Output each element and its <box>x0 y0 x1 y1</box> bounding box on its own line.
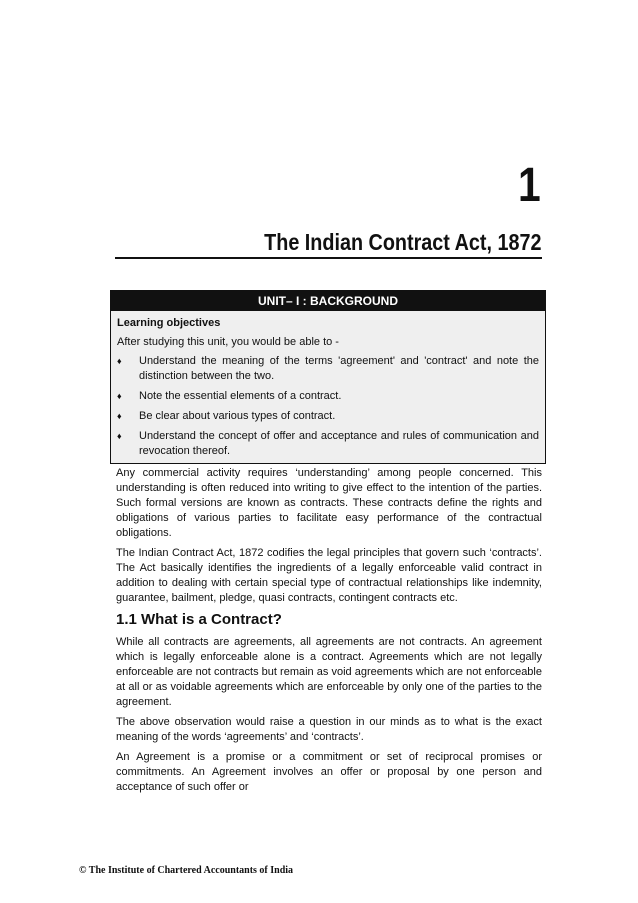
body-paragraph: The above observation would raise a question in our minds as to what is the exact meaning of the words ‘agreements’ and ‘contracts’. <box>116 716 542 743</box>
learning-objectives-heading: Learning objectives <box>117 317 221 329</box>
objective-text: Be clear about various types of contract. <box>139 410 336 422</box>
unit-box <box>110 290 546 464</box>
objectives-list <box>117 354 539 459</box>
body-content <box>116 466 542 800</box>
chapter-title: The Indian Contract Act, 1872 <box>263 229 541 255</box>
diamond-bullet-icon: ♦ <box>117 411 122 421</box>
chapter-number: 1 <box>518 159 541 212</box>
diamond-bullet-icon: ♦ <box>117 431 122 441</box>
objective-text: Understand the meaning of the terms 'agreement' and 'contract' and note the distinction between the two. <box>139 355 539 382</box>
unit-header: UNIT– I : BACKGROUND <box>111 291 545 311</box>
body-paragraph: Any commercial activity requires ‘understanding’ among people concerned. This understanding is often reduced into writing to give effect to the intention of the parties. Such formal versions are known as contracts. These contracts define the rights and obligations of various parties to facilitate easy performance of the contractual obligations. <box>116 467 542 539</box>
page-footer: © The Institute of Chartered Accountants of India <box>79 865 294 876</box>
objective-item <box>117 354 539 384</box>
objective-item <box>117 389 539 404</box>
body-paragraph: While all contracts are agreements, all agreements are not contracts. An agreement which is legally enforceable alone is a contract. Agreements which are not legally enforceable are not contracts but remain as void agreements which are not enforceable at all or as voidable agreements which are enforceable by only one of the parties to the agreement. <box>116 636 542 708</box>
diamond-bullet-icon: ♦ <box>117 391 122 401</box>
body-paragraph: An Agreement is a promise or a commitment or set of reciprocal promises or commitments. An Agreement involves an offer or proposal by one person and acceptance of such offer or <box>116 751 542 793</box>
objective-item <box>117 409 539 424</box>
body-paragraph: The Indian Contract Act, 1872 codifies the legal principles that govern such ‘contracts’. The Act basically identifies the ingredients of a legally enforceable valid contract in addition to dealing with certain special type of contractual relationships like indemnity, guarantee, bailment, pledge, quasi contracts, contingent contracts etc. <box>116 547 542 604</box>
diamond-bullet-icon: ♦ <box>117 356 122 366</box>
objective-text: Note the essential elements of a contract. <box>139 390 342 402</box>
learning-objectives-intro: After studying this unit, you would be able to - <box>117 336 339 348</box>
unit-body <box>111 311 545 463</box>
objective-item <box>117 429 539 459</box>
title-rule <box>115 257 542 259</box>
objective-text: Understand the concept of offer and acceptance and rules of communication and revocation thereof. <box>139 430 539 457</box>
section-heading: 1.1 What is a Contract? <box>116 611 282 628</box>
